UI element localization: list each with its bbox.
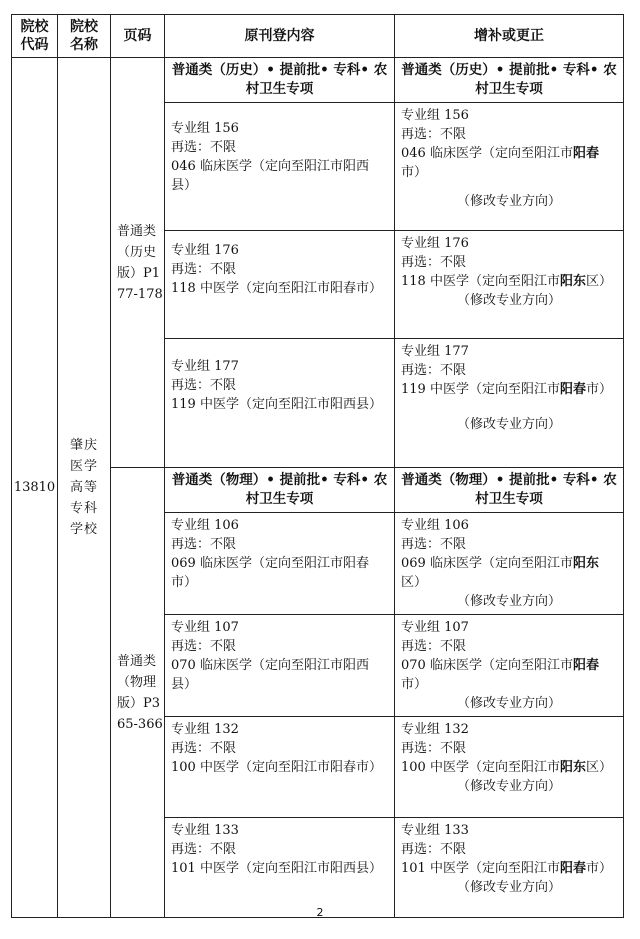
page-label-history: 普通类（历史版）P177-178 [117,223,163,302]
correction-entry [395,513,624,615]
group-number: 专业组 132 [401,722,469,737]
major-text: 046 临床医学（定向至阳江市阳西县） [171,159,369,193]
modification-note: （修改专业方向） [456,696,561,711]
reselect-text: 再选：不限 [401,741,467,756]
group-number: 专业组 132 [171,722,239,737]
school-name-cell [58,58,111,918]
original-entry [165,231,395,339]
modification-note: （修改专业方向） [456,194,561,209]
reselect-text: 再选：不限 [401,255,467,270]
section-heading-correction: 普通类（物理）• 提前批• 专科• 农村卫生专项 [395,468,624,513]
correction-entry [395,103,624,231]
correction-entry [395,339,624,468]
reselect-text: 再选：不限 [401,842,467,857]
major-text: 069 临床医学（定向至阳江市阳春市） [171,556,369,590]
major-text: 069 临床医学（定向至阳江市阳东区） [401,556,599,590]
reselect-text: 再选：不限 [401,639,467,654]
correction-entry [395,818,624,918]
major-text: 101 中医学（定向至阳江市阳春市） [401,861,612,876]
major-text: 119 中医学（定向至阳江市阳春市） [401,382,612,397]
group-number: 专业组 176 [171,243,239,258]
section-heading-row [12,58,624,103]
correction-entry [395,231,624,339]
major-text: 070 临床医学（定向至阳江市阳西县） [171,658,369,692]
reselect-text: 再选：不限 [171,639,237,654]
major-text: 118 中医学（定向至阳江市阳春市） [171,281,382,296]
group-number: 专业组 106 [171,518,239,533]
group-number: 专业组 133 [401,823,469,838]
reselect-text: 再选：不限 [171,537,237,552]
header-correction: 增补或更正 [395,15,624,58]
major-text: 119 中医学（定向至阳江市阳西县） [171,397,382,412]
group-number: 专业组 177 [171,359,239,374]
original-entry [165,615,395,717]
group-number: 专业组 156 [401,108,469,123]
header-page: 页码 [111,15,165,58]
modification-note: （修改专业方向） [456,417,561,432]
page-label-physics: 普通类（物理版）P365-366 [117,653,163,732]
group-number: 专业组 156 [171,121,239,136]
modification-note: （修改专业方向） [456,880,561,895]
page-cell-history [111,58,165,468]
group-number: 专业组 133 [171,823,239,838]
group-number: 专业组 176 [401,236,469,251]
header-row [12,15,624,58]
section-heading-correction: 普通类（历史）• 提前批• 专科• 农村卫生专项 [395,58,624,103]
reselect-text: 再选：不限 [171,262,237,277]
correction-entry [395,717,624,818]
group-number: 专业组 177 [401,344,469,359]
reselect-text: 再选：不限 [171,842,237,857]
group-number: 专业组 106 [401,518,469,533]
major-text: 100 中医学（定向至阳江市阳春市） [171,760,382,775]
original-entry [165,717,395,818]
reselect-text: 再选：不限 [171,140,237,155]
original-entry [165,513,395,615]
group-number: 专业组 107 [401,620,469,635]
original-entry [165,818,395,918]
header-original-content: 原刊登内容 [165,15,395,58]
major-text: 100 中医学（定向至阳江市阳东区） [401,760,612,775]
header-school-code: 院校代码 [12,15,58,58]
reselect-text: 再选：不限 [171,378,237,393]
section-heading-original: 普通类（物理）• 提前批• 专科• 农村卫生专项 [165,468,395,513]
major-text: 101 中医学（定向至阳江市阳西县） [171,861,382,876]
modification-note: （修改专业方向） [456,779,561,794]
original-entry [165,103,395,231]
page-number: 2 [316,906,324,919]
group-number: 专业组 107 [171,620,239,635]
page-cell-physics [111,468,165,918]
major-text: 118 中医学（定向至阳江市阳东区） [401,274,612,289]
reselect-text: 再选：不限 [171,741,237,756]
major-text: 070 临床医学（定向至阳江市阳春市） [401,658,599,692]
original-entry [165,339,395,468]
modification-note: （修改专业方向） [456,594,561,609]
correction-table [11,14,624,918]
reselect-text: 再选：不限 [401,537,467,552]
section-heading-original: 普通类（历史）• 提前批• 专科• 农村卫生专项 [165,58,395,103]
school-code: 13810 [12,58,58,918]
major-text: 046 临床医学（定向至阳江市阳春市） [401,146,599,180]
modification-note: （修改专业方向） [456,293,561,308]
header-school-name: 院校名称 [58,15,111,58]
school-name: 肇庆医学高等专科学校 [70,438,99,537]
reselect-text: 再选：不限 [401,127,467,142]
reselect-text: 再选：不限 [401,363,467,378]
correction-entry [395,615,624,717]
